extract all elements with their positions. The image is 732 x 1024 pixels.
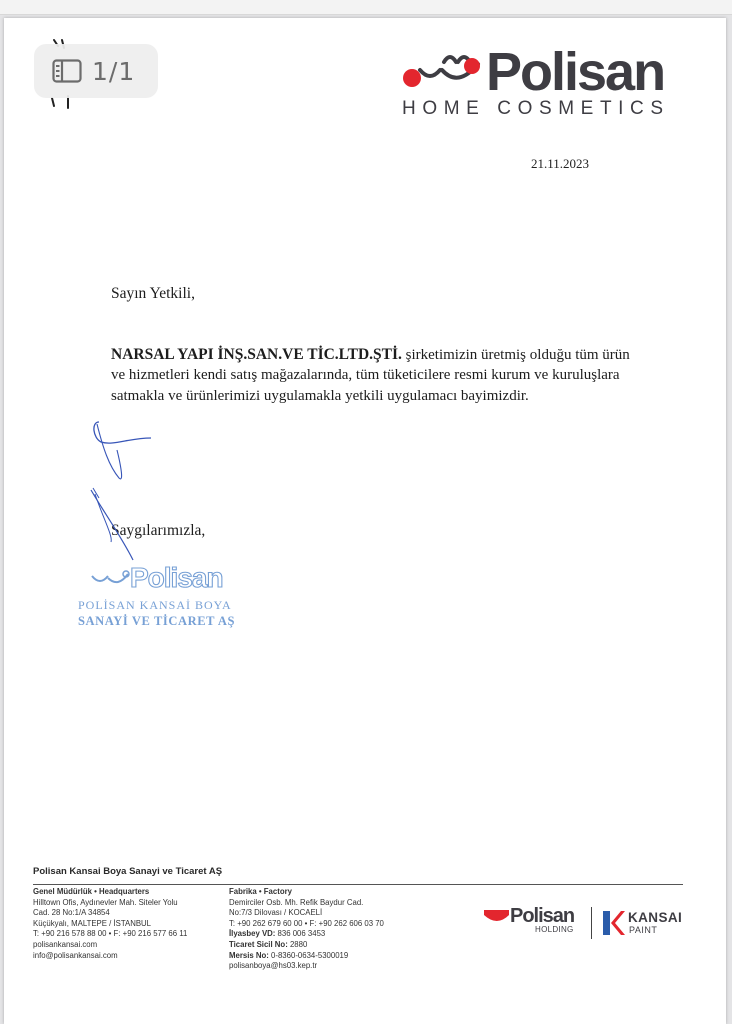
- factory-kep: polisanboya@hs03.kep.tr: [229, 961, 318, 971]
- brand-wordmark: Polisan: [486, 42, 665, 102]
- footer-factory: [229, 887, 384, 972]
- hq-address-2: Cad. 28 No:1/A 34854: [33, 908, 110, 918]
- smile-logo-icon: [400, 48, 484, 98]
- stamp-line-1: POLİSAN KANSAİ BOYA: [78, 598, 232, 612]
- factory-heading: Fabrika • Factory: [229, 887, 292, 896]
- stamp-smile-icon: [88, 566, 132, 590]
- polisan-holding-word: Polisan: [510, 905, 575, 927]
- polisan-holding-emblem-icon: [483, 907, 511, 927]
- footer-company-name: Polisan Kansai Boya Sanayi ve Ticaret AŞ: [33, 866, 223, 877]
- tax-label: İlyasbey VD:: [229, 929, 276, 939]
- stamp-line-2: SANAYİ VE TİCARET AŞ: [78, 614, 236, 628]
- stamp-brand: Polisan: [130, 562, 223, 593]
- salutation: Sayın Yetkili,: [111, 285, 195, 302]
- kansai-k-icon: [601, 909, 625, 937]
- logo-divider: [591, 907, 592, 939]
- letter-body: [111, 345, 631, 406]
- dealer-company-name: NARSAL YAPI İNŞ.SAN.VE TİC.LTD.ŞTİ.: [111, 346, 402, 363]
- factory-tax-office: [229, 929, 384, 940]
- mersis-label: Mersis No:: [229, 950, 269, 960]
- hq-phone: T: +90 216 578 88 00 • F: +90 216 577 66 11: [33, 929, 188, 939]
- footer-headquarters: [33, 887, 187, 961]
- hq-website: polisankansai.com: [33, 939, 98, 949]
- page-thumbnail-icon: [52, 59, 82, 83]
- hq-email: info@polisankansai.com: [33, 950, 118, 960]
- letter-body-text: şirketimizin üretmiş olduğu tüm ürün ve hizmetleri kendi satış mağazalarında, tüm tüketicilere resmi kurum ve kuruluşlara satmakla ve ürünlerimizi uygulamakla yetkili uygulamacı bayimizdir.: [111, 347, 630, 404]
- registry-label: Ticaret Sicil No:: [229, 939, 288, 949]
- page-indicator-badge[interactable]: [34, 44, 158, 98]
- signature: [85, 418, 165, 578]
- letter-date: 21.11.2023: [531, 156, 590, 171]
- polisan-holding-logo: [483, 905, 583, 939]
- factory-address-2: No:7/3 Dilovası / KOCAELİ: [229, 908, 323, 918]
- viewer-top-bar: [0, 0, 732, 15]
- company-stamp: [78, 560, 258, 640]
- hq-address-3: Küçükyalı, MALTEPE / İSTANBUL: [33, 918, 151, 928]
- hq-heading: Genel Müdürlük • Headquarters: [33, 887, 150, 896]
- tax-value: 836 006 3453: [275, 929, 326, 939]
- polisan-home-cosmetics-logo: [396, 40, 696, 128]
- factory-mersis: [229, 951, 384, 962]
- factory-address-1: Demirciler Osb. Mh. Refik Baydur Cad.: [229, 897, 364, 907]
- hq-address-1: Hilltown Ofis, Aydınevler Mah. Siteler Yolu: [33, 897, 178, 907]
- registry-value: 2880: [287, 939, 308, 949]
- kansai-sub: PAINT: [629, 925, 658, 935]
- mersis-value: 0-8360-0634-5300019: [268, 950, 349, 960]
- kansai-paint-logo: [601, 908, 691, 940]
- factory-registry: [229, 940, 384, 951]
- page-indicator-text: 1/1: [92, 56, 136, 86]
- closing: Saygılarımızla,: [111, 522, 206, 539]
- factory-phone: T: +90 262 679 60 00 • F: +90 262 606 03 70: [229, 918, 384, 928]
- kansai-word: KANSAI: [628, 910, 683, 925]
- footer-divider: [33, 884, 683, 885]
- polisan-holding-sub: HOLDING: [535, 925, 574, 934]
- brand-tagline: HOME COSMETICS: [402, 98, 670, 119]
